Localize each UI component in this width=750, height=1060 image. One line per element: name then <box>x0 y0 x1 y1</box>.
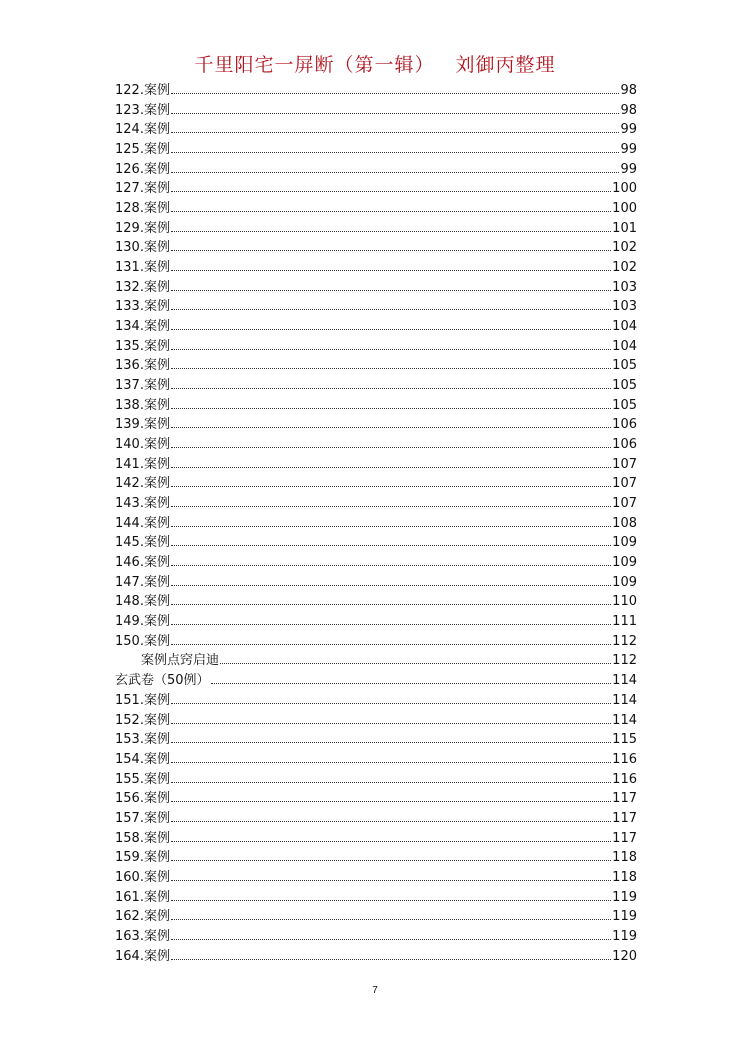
toc-entry-page-number: 103 <box>612 279 637 295</box>
toc-entry[interactable] <box>115 81 637 101</box>
toc-entry[interactable] <box>115 671 637 691</box>
dot-leader <box>171 750 611 763</box>
toc-entry-label: 122.案例 <box>115 83 170 98</box>
dot-leader <box>171 474 611 487</box>
toc-entry-page-number: 99 <box>620 142 637 158</box>
dot-leader <box>171 888 611 901</box>
page-header-title: 千里阳宅一屏断（第一辑） 刘御丙整理 <box>194 54 556 76</box>
toc-entry-page-number: 100 <box>612 201 637 217</box>
toc-entry-label: 128.案例 <box>115 201 170 217</box>
toc-entry-label: 138.案例 <box>115 397 170 413</box>
toc-entry[interactable] <box>115 376 637 396</box>
toc-entry-page-number: 107 <box>612 476 637 492</box>
toc-entry-label: 144.案例 <box>115 515 170 531</box>
toc-entry[interactable] <box>115 396 637 416</box>
table-of-contents <box>115 81 637 966</box>
dot-leader <box>171 927 611 940</box>
toc-entry-page-number: 117 <box>612 791 637 807</box>
dot-leader <box>171 494 611 507</box>
toc-entry-label: 158.案例 <box>115 830 170 846</box>
toc-entry[interactable] <box>115 553 637 573</box>
toc-entry-label: 132.案例 <box>115 279 170 295</box>
dot-leader <box>171 691 611 704</box>
toc-entry-label: 157.案例 <box>115 810 170 826</box>
dot-leader <box>220 651 611 664</box>
toc-entry-label: 162.案例 <box>115 909 170 925</box>
toc-entry-label: 案例点窍启迪 <box>141 653 220 669</box>
dot-leader <box>171 81 620 94</box>
toc-entry-page-number: 105 <box>612 397 637 413</box>
dot-leader <box>171 829 611 842</box>
toc-entry-label: 147.案例 <box>115 574 170 590</box>
toc-entry-page-number: 109 <box>612 535 637 551</box>
toc-entry-page-number: 105 <box>612 358 637 374</box>
toc-entry[interactable] <box>115 612 637 632</box>
page-number: 7 <box>372 985 378 996</box>
toc-entry[interactable] <box>115 848 637 868</box>
toc-entry-label: 154.案例 <box>115 751 170 767</box>
toc-entry[interactable] <box>115 632 637 652</box>
toc-entry[interactable] <box>115 651 637 671</box>
toc-entry[interactable] <box>115 160 637 180</box>
dot-leader <box>171 947 611 960</box>
dot-leader <box>171 219 611 232</box>
dot-leader <box>171 140 620 153</box>
toc-entry-page-number: 99 <box>620 122 637 138</box>
toc-entry-label: 155.案例 <box>115 771 170 787</box>
dot-leader <box>171 120 620 133</box>
toc-entry[interactable] <box>115 258 637 278</box>
dot-leader <box>171 415 611 428</box>
toc-entry[interactable] <box>115 278 637 298</box>
toc-entry[interactable] <box>115 474 637 494</box>
toc-entry-page-number: 103 <box>612 299 637 315</box>
toc-entry[interactable] <box>115 494 637 514</box>
toc-entry[interactable] <box>115 179 637 199</box>
toc-entry[interactable] <box>115 770 637 790</box>
toc-entry-label: 150.案例 <box>115 633 170 649</box>
toc-entry-page-number: 109 <box>612 555 637 571</box>
toc-entry-page-number: 100 <box>612 181 637 197</box>
toc-entry-page-number: 117 <box>612 810 637 826</box>
toc-entry[interactable] <box>115 533 637 553</box>
toc-entry-label: 148.案例 <box>115 594 170 610</box>
toc-entry[interactable] <box>115 337 637 357</box>
toc-entry-page-number: 107 <box>612 456 637 472</box>
dot-leader <box>171 199 611 212</box>
toc-entry[interactable] <box>115 415 637 435</box>
dot-leader <box>171 770 611 783</box>
toc-entry[interactable] <box>115 789 637 809</box>
toc-entry-page-number: 99 <box>620 161 637 177</box>
toc-entry-label: 153.案例 <box>115 732 170 748</box>
toc-entry[interactable] <box>115 730 637 750</box>
toc-entry-page-number: 107 <box>612 496 637 512</box>
dot-leader <box>171 789 611 802</box>
toc-entry-label: 134.案例 <box>115 319 170 335</box>
toc-entry-page-number: 118 <box>612 869 637 885</box>
toc-entry-page-number: 98 <box>620 102 637 118</box>
toc-entry[interactable] <box>115 711 637 731</box>
toc-entry-page-number: 119 <box>612 889 637 905</box>
toc-entry-label: 152.案例 <box>115 712 170 728</box>
toc-entry-page-number: 101 <box>612 220 637 236</box>
dot-leader <box>171 730 611 743</box>
dot-leader <box>171 632 611 645</box>
toc-entry-page-number: 105 <box>612 378 637 394</box>
toc-entry-page-number: 108 <box>612 515 637 531</box>
toc-entry-page-number: 102 <box>612 260 637 276</box>
toc-entry[interactable] <box>115 691 637 711</box>
dot-leader <box>171 592 611 605</box>
toc-entry-label: 160.案例 <box>115 869 170 885</box>
dot-leader <box>171 297 611 310</box>
toc-entry-page-number: 106 <box>612 417 637 433</box>
toc-entry-label: 135.案例 <box>115 338 170 354</box>
toc-entry-page-number: 112 <box>612 633 637 649</box>
dot-leader <box>171 612 611 625</box>
toc-entry[interactable] <box>115 219 637 239</box>
dot-leader <box>171 101 620 114</box>
toc-entry[interactable] <box>115 888 637 908</box>
toc-entry-label: 156.案例 <box>115 791 170 807</box>
dot-leader <box>171 238 611 251</box>
toc-entry-label: 123.案例 <box>115 102 170 118</box>
toc-entry-page-number: 102 <box>612 240 637 256</box>
dot-leader <box>171 396 611 409</box>
dot-leader <box>171 337 611 350</box>
toc-entry-label: 136.案例 <box>115 358 170 374</box>
toc-entry-label: 129.案例 <box>115 220 170 236</box>
toc-entry[interactable] <box>115 297 637 317</box>
dot-leader <box>211 671 612 684</box>
toc-entry[interactable] <box>115 199 637 219</box>
toc-entry-label: 163.案例 <box>115 928 170 944</box>
toc-entry-label: 139.案例 <box>115 417 170 433</box>
toc-entry-page-number: 110 <box>612 594 637 610</box>
toc-entry-label: 149.案例 <box>115 614 170 630</box>
toc-entry-page-number: 116 <box>612 751 637 767</box>
toc-entry-label: 130.案例 <box>115 240 170 256</box>
toc-entry[interactable] <box>115 829 637 849</box>
dot-leader <box>171 317 611 330</box>
toc-entry-page-number: 118 <box>612 850 637 866</box>
dot-leader <box>171 278 611 291</box>
toc-entry-page-number: 114 <box>612 692 637 708</box>
toc-entry-page-number: 111 <box>612 614 637 630</box>
toc-entry-label: 142.案例 <box>115 476 170 492</box>
toc-entry[interactable] <box>115 140 637 160</box>
toc-entry-label: 146.案例 <box>115 555 170 571</box>
dot-leader <box>171 455 611 468</box>
toc-entry[interactable] <box>115 927 637 947</box>
dot-leader <box>171 356 611 369</box>
dot-leader <box>171 514 611 527</box>
toc-entry-page-number: 104 <box>612 338 637 354</box>
toc-entry-label: 140.案例 <box>115 437 170 453</box>
toc-entry[interactable] <box>115 809 637 829</box>
toc-entry-page-number: 106 <box>612 437 637 453</box>
toc-entry-label: 159.案例 <box>115 850 170 866</box>
toc-entry-label: 145.案例 <box>115 535 170 551</box>
dot-leader <box>171 258 611 271</box>
toc-entry-page-number: 117 <box>612 830 637 846</box>
toc-entry[interactable] <box>115 573 637 593</box>
dot-leader <box>171 376 611 389</box>
dot-leader <box>171 573 611 586</box>
dot-leader <box>171 179 611 192</box>
toc-entry-label: 131.案例 <box>115 260 170 276</box>
toc-entry-label: 126.案例 <box>115 161 170 177</box>
toc-entry[interactable] <box>115 101 637 121</box>
toc-entry-page-number: 114 <box>612 712 637 728</box>
toc-entry-page-number: 104 <box>612 319 637 335</box>
toc-entry-page-number: 116 <box>612 771 637 787</box>
toc-entry[interactable] <box>115 435 637 455</box>
toc-entry-page-number: 112 <box>612 653 637 669</box>
dot-leader <box>171 435 611 448</box>
toc-entry-page-number: 114 <box>612 673 637 689</box>
toc-entry-label: 143.案例 <box>115 496 170 512</box>
toc-entry[interactable] <box>115 238 637 258</box>
toc-entry-label: 164.案例 <box>115 948 170 964</box>
toc-entry-page-number: 115 <box>612 732 637 748</box>
toc-entry[interactable] <box>115 120 637 140</box>
toc-entry[interactable] <box>115 947 637 967</box>
toc-entry-label: 133.案例 <box>115 299 170 315</box>
toc-entry-label: 137.案例 <box>115 378 170 394</box>
toc-entry[interactable] <box>115 907 637 927</box>
toc-entry-label: 161.案例 <box>115 889 170 905</box>
dot-leader <box>171 160 620 173</box>
toc-entry-page-number: 109 <box>612 574 637 590</box>
toc-entry-page-number: 119 <box>612 909 637 925</box>
toc-entry-label: 127.案例 <box>115 181 170 197</box>
toc-entry[interactable] <box>115 514 637 534</box>
toc-entry-label: 124.案例 <box>115 122 170 138</box>
toc-entry[interactable] <box>115 455 637 475</box>
toc-entry-label: 125.案例 <box>115 142 170 158</box>
dot-leader <box>171 711 611 724</box>
dot-leader <box>171 533 611 546</box>
dot-leader <box>171 907 611 920</box>
dot-leader <box>171 868 611 881</box>
toc-entry-label: 141.案例 <box>115 456 170 472</box>
toc-entry[interactable] <box>115 750 637 770</box>
toc-entry[interactable] <box>115 317 637 337</box>
dot-leader <box>171 809 611 822</box>
toc-entry[interactable] <box>115 356 637 376</box>
toc-entry[interactable] <box>115 592 637 612</box>
toc-entry-label: 151.案例 <box>115 692 170 708</box>
dot-leader <box>171 848 611 861</box>
toc-entry[interactable] <box>115 868 637 888</box>
toc-entry-label: 玄武卷（50例） <box>115 673 210 689</box>
toc-entry-page-number: 98 <box>620 83 637 98</box>
toc-entry-page-number: 119 <box>612 928 637 944</box>
toc-entry-page-number: 120 <box>612 948 637 964</box>
dot-leader <box>171 553 611 566</box>
